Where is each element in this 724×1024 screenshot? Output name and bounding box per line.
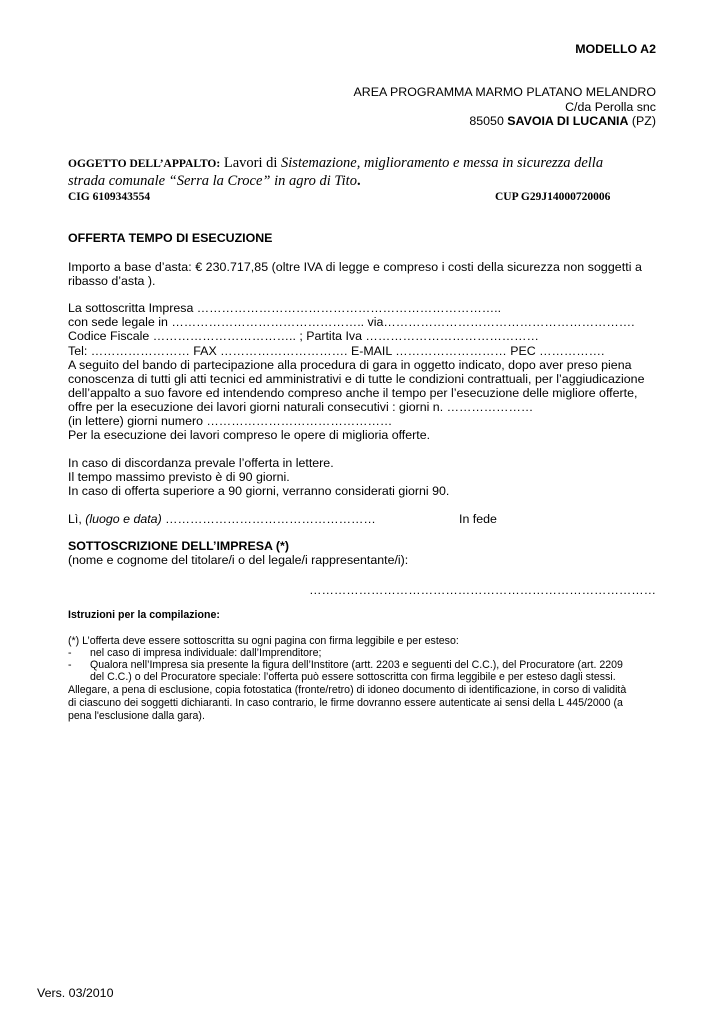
form-impresa: La sottoscritta Impresa ……………………………………………………………….. (68, 301, 502, 315)
model-label: MODELLO A2 (575, 42, 656, 56)
signature-line: ………………………………………………………………………… (309, 583, 656, 597)
bullet-dash-1: - (68, 647, 72, 659)
form-giorni: offre per la esecuzione dei lavori giorni naturali consecutivi : giorni n. ………………… (68, 400, 534, 414)
place-italic: (luogo e data) (85, 512, 162, 526)
subject-italic-2: strada comunale “Serra la Croce” in agro di Tito (68, 173, 357, 189)
form-contacts: Tel: …………………… FAX …………………………. E-MAIL ……………………… PEC ……………. (68, 344, 605, 358)
place-prefix: Lì, (68, 512, 82, 526)
subject-italic: Sistemazione, miglioramento e messa in sicurezza della (281, 155, 604, 171)
form-text-1: A seguito del bando di partecipazione alla procedura di gara in oggetto indicato, dopo aver preso piena (68, 358, 632, 372)
note-tempo-massimo: Il tempo massimo previsto è di 90 giorni. (68, 470, 290, 484)
instruction-3a: Qualora nell’Impresa sia presente la figura dell’Institore (artt. 2203 e seguenti del C.C.), del Procuratore (art. 2209 (90, 659, 623, 671)
address-line-2: C/da Perolla snc (565, 100, 656, 114)
subject-line-1 (68, 155, 603, 172)
address-line-3 (469, 114, 656, 128)
place-date-line (68, 512, 376, 526)
form-codice-fiscale: Codice Fiscale …………………………….. ; Partita Iva …………………………………… (68, 329, 539, 343)
address-cap: 85050 (469, 114, 504, 128)
instruction-4b: di ciascuno dei soggetti dichiaranti. In caso contrario, le firme dovranno essere autenticate ai sensi della L 445/2000 (a (68, 697, 623, 709)
note-offerta-superiore: In caso di offerta superiore a 90 giorni, verranno considerati giorni 90. (68, 484, 450, 498)
subject-label: OGGETTO DELL’APPALTO: (68, 158, 221, 170)
instruction-1: (*) L’offerta deve essere sottoscritta su ogni pagina con firma leggibile e per esteso: (68, 635, 459, 647)
in-fede: In fede (459, 512, 497, 526)
place-dots: …………………………………………… (165, 512, 376, 526)
version-label: Vers. 03/2010 (37, 986, 114, 1000)
signature-title: SOTTOSCRIZIONE DELL’IMPRESA (*) (68, 539, 289, 553)
importo-line-2: ribasso d’asta ). (68, 274, 156, 288)
subject-plain: Lavori di (223, 155, 278, 171)
instruction-4a: Allegare, a pena di esclusione, copia fotostatica (fronte/retro) di idoneo documento di identificazione, in corso di validità (68, 684, 627, 696)
signature-subtitle: (nome e cognome del titolare/i o del legale/i rappresentante/i): (68, 553, 409, 567)
address-city: SAVOIA DI LUCANIA (507, 114, 629, 128)
form-giorni-lettere: (in lettere) giorni numero ……………………………………… (68, 414, 393, 428)
bullet-dash-2: - (68, 659, 72, 671)
address-prov: (PZ) (631, 114, 656, 128)
instructions-title: Istruzioni per la compilazione: (68, 609, 220, 621)
form-sede: con sede legale in ……………………………………….. via……………………………………………………. (68, 315, 635, 329)
offer-title: OFFERTA TEMPO DI ESECUZIONE (68, 231, 273, 245)
instruction-4c: pena l'esclusione dalla gara). (68, 710, 205, 722)
form-text-2: conoscenza di tutti gli atti tecnici ed amministrativi e di tutte le condizioni contrattuali, per l’aggiudicazione (68, 372, 645, 386)
note-discordanza: In caso di discordanza prevale l’offerta in lettere. (68, 456, 334, 470)
instruction-3b: del C.C.) o del Procuratore speciale: l’offerta può essere sottoscritta con firma leggibile e per esteso dagli stessi. (90, 671, 616, 683)
importo-line-1: Importo a base d’asta: € 230.717,85 (oltre IVA di legge e compreso i costi della sicurezza non soggetti a (68, 260, 642, 274)
address-line-1: AREA PROGRAMMA MARMO PLATANO MELANDRO (353, 85, 656, 99)
instruction-2: nel caso di impresa individuale: dall’Imprenditore; (90, 647, 322, 659)
subject-line-2 (68, 173, 361, 190)
cig-code: CIG 6109343554 (68, 191, 151, 203)
cup-code: CUP G29J14000720006 (495, 191, 611, 203)
subject-end: . (356, 173, 361, 189)
form-text-3: dell’appalto a suo favore ed intendendo compreso anche il tempo per l’esecuzione delle migliore offerte, (68, 386, 638, 400)
form-miglioria: Per la esecuzione dei lavori compreso le opere di miglioria offerte. (68, 428, 431, 442)
